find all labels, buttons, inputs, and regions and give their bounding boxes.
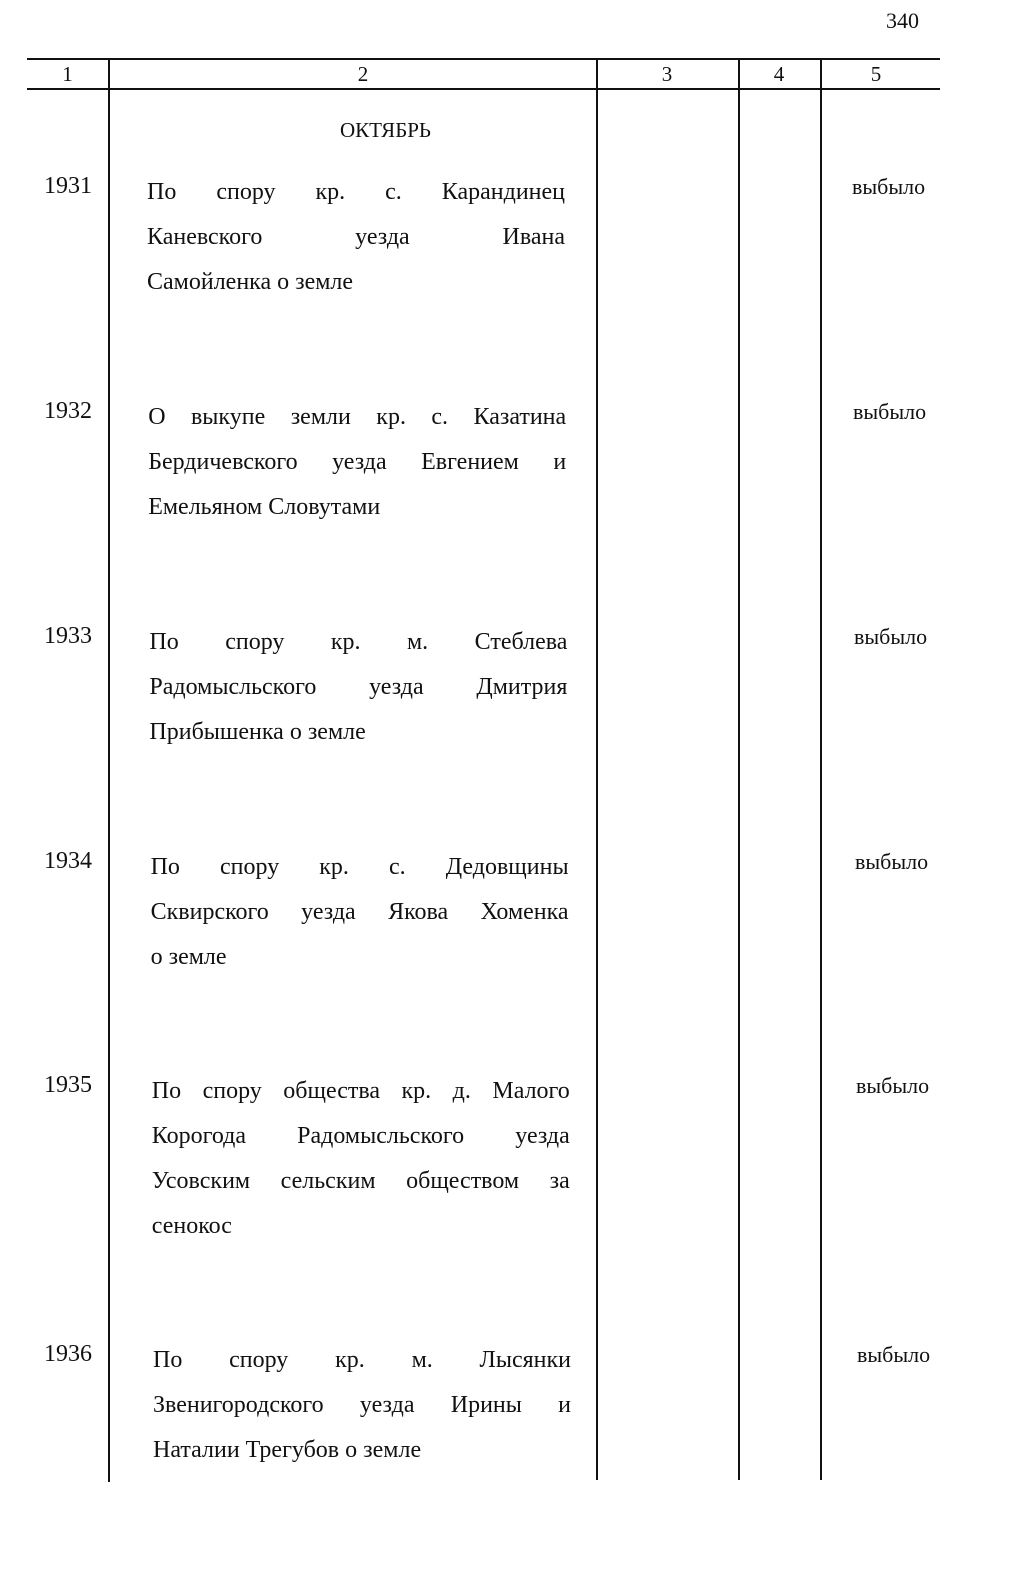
column-divider xyxy=(820,60,822,1480)
column-header-2: 2 xyxy=(357,62,369,86)
description-line: Наталии Трегубов о земле xyxy=(153,1437,422,1463)
description-line: Звенигородского уезда Ирины и xyxy=(153,1392,571,1418)
column-header-5: 5 xyxy=(870,62,882,86)
entry-result: выбыло xyxy=(853,399,927,424)
entry-description xyxy=(151,845,569,980)
entry-result: выбыло xyxy=(856,1073,930,1098)
column-divider xyxy=(596,60,598,1480)
entry-number: 1933 xyxy=(44,623,92,649)
entry-result: выбыло xyxy=(854,624,928,649)
column-divider xyxy=(108,60,110,1482)
description-line: Каневского уезда Ивана xyxy=(147,224,565,250)
column-header-4: 4 xyxy=(773,62,785,86)
description-line: о земле xyxy=(150,944,227,970)
month-heading: ОКТЯБРЬ xyxy=(339,118,431,142)
entry-number: 1935 xyxy=(44,1072,92,1098)
description-line: Бердичевского уезда Евгением и xyxy=(148,449,567,475)
entry-result: выбыло xyxy=(852,174,926,199)
entry-number: 1934 xyxy=(44,848,92,874)
column-header-1: 1 xyxy=(62,62,73,86)
column-divider xyxy=(738,60,740,1480)
description-line: О выкупе земли кр. с. Казатина xyxy=(148,404,567,430)
description-line: Радомысльского уезда Дмитрия xyxy=(149,674,568,700)
table-top-rule xyxy=(27,58,940,60)
entry-number: 1936 xyxy=(44,1341,92,1367)
page-number: 340 xyxy=(886,8,919,33)
description-line: сенокос xyxy=(151,1213,232,1239)
description-line: Усовским сельским обществом за xyxy=(151,1168,570,1194)
table-header-rule xyxy=(27,88,940,90)
description-line: Сквирского уезда Якова Хоменка xyxy=(150,899,569,925)
entry-number: 1931 xyxy=(44,173,92,199)
entry-description xyxy=(152,1069,570,1249)
entry-number: 1932 xyxy=(44,398,92,424)
description-line: По спору кр. м. Лысянки xyxy=(153,1347,571,1373)
entry-description xyxy=(153,1338,571,1473)
description-line: По спору кр. с. Дедовщины xyxy=(150,854,569,880)
description-line: Емельяном Словутами xyxy=(148,494,381,520)
description-line: По спору общества кр. д. Малого xyxy=(151,1078,570,1104)
description-line: Прибышенка о земле xyxy=(149,719,366,745)
description-line: Самойленка о земле xyxy=(147,269,354,295)
description-line: По спору кр. с. Карандинец xyxy=(147,179,565,205)
column-header-3: 3 xyxy=(661,62,673,86)
entry-description xyxy=(149,620,567,755)
entry-description xyxy=(147,170,565,305)
entry-result: выбыло xyxy=(855,849,929,874)
description-line: Корогода Радомысльского уезда xyxy=(151,1123,570,1149)
description-line: По спору кр. м. Стеблева xyxy=(149,629,568,655)
entry-description xyxy=(148,395,566,530)
entry-result: выбыло xyxy=(857,1342,931,1367)
